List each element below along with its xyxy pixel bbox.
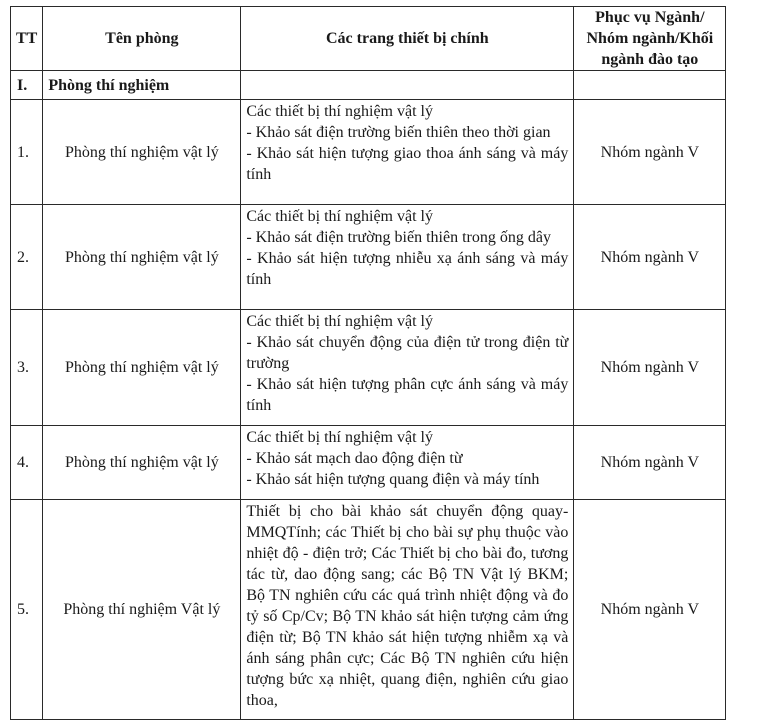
- section-row: [11, 71, 726, 100]
- equipment-line: - Khảo sát điện trường biến thiên theo thời gian: [246, 124, 551, 141]
- equipment-table: [10, 6, 726, 720]
- equipment-line: - Khảo sát hiện tượng nhiễu xạ ánh sáng và máy tính: [246, 250, 569, 288]
- equipment-cell: [241, 500, 574, 720]
- section-title: Phòng thí nghiệm: [43, 71, 241, 100]
- equipment-line: - Khảo sát mạch dao động điện từ: [246, 450, 463, 467]
- equipment-cell: [241, 426, 574, 500]
- table-row: [11, 205, 726, 310]
- header-serve-line: ngành đào tạo: [601, 51, 699, 68]
- equipment-line: Các thiết bị thí nghiệm vật lý: [246, 103, 433, 120]
- row-number: 4.: [11, 426, 43, 500]
- room-name: Phòng thí nghiệm vật lý: [43, 100, 241, 205]
- equipment-line: Thiết bị cho bài khảo sát chuyển động quay-MMQTính; các Thiết bị cho bài sự phụ thuộc vào nhiệt độ - điện trở; Các Thiết bị cho bài đo, tương tác từ, dao động sang; các Bộ TN Vật lý BKM; Bộ TN nghiên cứu các quá trình nhiệt động và đo tỷ số Cp/Cv; Bộ TN khảo sát hiện tượng cảm ứng điện từ; Bộ TN khảo sát hiện tượng nhiễm xạ và ánh sáng phân cực; Các Bộ TN nghiên cứu hiện tượng bức xạ nhiệt, quang điện, nghiên cứu giao thoa,: [246, 503, 569, 709]
- equipment-cell: [241, 310, 574, 426]
- row-number: 3.: [11, 310, 43, 426]
- document-page: [10, 6, 726, 720]
- serve-cell: Nhóm ngành V: [574, 100, 726, 205]
- section-empty-cell: [241, 71, 574, 100]
- header-equipment: Các trang thiết bị chính: [241, 7, 574, 71]
- table-header-row: [11, 7, 726, 71]
- room-name: Phòng thí nghiệm vật lý: [43, 310, 241, 426]
- serve-cell: Nhóm ngành V: [574, 426, 726, 500]
- serve-cell: Nhóm ngành V: [574, 500, 726, 720]
- row-number: 5.: [11, 500, 43, 720]
- serve-cell: Nhóm ngành V: [574, 310, 726, 426]
- equipment-cell: [241, 205, 574, 310]
- room-name: Phòng thí nghiệm Vật lý: [43, 500, 241, 720]
- header-room-name: Tên phòng: [43, 7, 241, 71]
- row-number: 1.: [11, 100, 43, 205]
- section-empty-cell: [574, 71, 726, 100]
- serve-cell: Nhóm ngành V: [574, 205, 726, 310]
- room-name: Phòng thí nghiệm vật lý: [43, 426, 241, 500]
- header-tt: TT: [11, 7, 43, 71]
- equipment-line: - Khảo sát điện trường biến thiên trong ống dây: [246, 229, 551, 246]
- header-serve: [574, 7, 726, 71]
- table-row: [11, 100, 726, 205]
- header-serve-line: Nhóm ngành/Khối: [586, 30, 714, 47]
- section-number: I.: [11, 71, 43, 100]
- table-row: [11, 310, 726, 426]
- equipment-line: - Khảo sát hiện tượng phân cực ánh sáng và máy tính: [246, 376, 569, 414]
- equipment-line: - Khảo sát chuyển động của điện tử trong điện từ trường: [246, 334, 569, 372]
- table-row: [11, 426, 726, 500]
- equipment-line: - Khảo sát hiện tượng giao thoa ánh sáng và máy tính: [246, 145, 569, 183]
- table-row: [11, 500, 726, 720]
- equipment-cell: [241, 100, 574, 205]
- equipment-line: - Khảo sát hiện tượng quang điện và máy tính: [246, 471, 540, 488]
- equipment-line: Các thiết bị thí nghiệm vật lý: [246, 208, 433, 225]
- header-serve-line: Phục vụ Ngành/: [595, 9, 705, 26]
- row-number: 2.: [11, 205, 43, 310]
- room-name: Phòng thí nghiệm vật lý: [43, 205, 241, 310]
- equipment-line: Các thiết bị thí nghiệm vật lý: [246, 313, 433, 330]
- equipment-line: Các thiết bị thí nghiệm vật lý: [246, 429, 433, 446]
